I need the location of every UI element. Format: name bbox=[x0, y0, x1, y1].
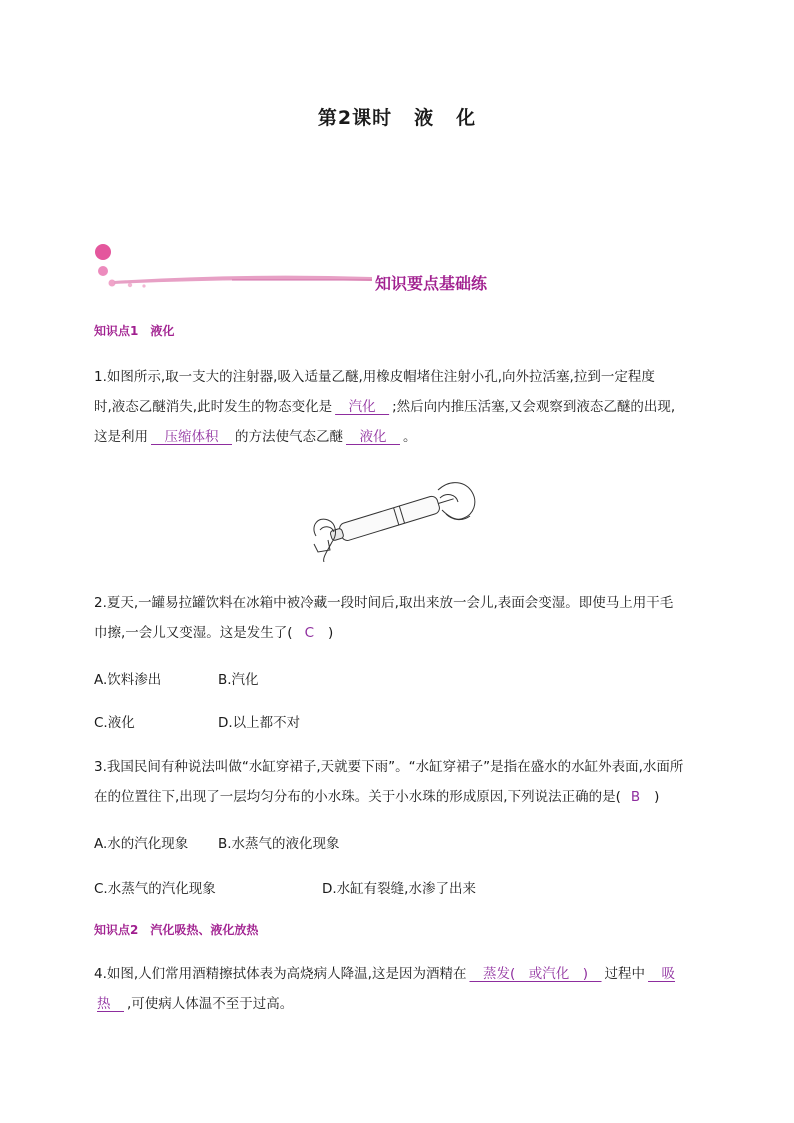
q3-option-a: A.水的汽化现象 bbox=[94, 836, 189, 852]
rubber-cap bbox=[330, 528, 344, 541]
q2-option-b: B.汽化 bbox=[218, 672, 259, 688]
q4-answer-2b: 热 bbox=[97, 996, 124, 1012]
q2-option-c: C.液化 bbox=[94, 715, 135, 731]
q3-line-1: 3.我国民间有种说法叫做“水缸穿裙子,天就要下雨”。“水缸穿裙子”是指在盛水的水缸外表面,水面所 bbox=[94, 759, 684, 775]
banner-dot-large bbox=[95, 244, 111, 260]
q4-line-2: 热 ,可使病人体温不至于过高。 bbox=[94, 989, 704, 1019]
syringe-illustration bbox=[306, 470, 481, 562]
banner-dot-medium bbox=[98, 266, 108, 276]
section-heading: 知识要点基础练 bbox=[375, 274, 488, 293]
right-hand bbox=[438, 483, 475, 520]
q2-option-a: A.饮料渗出 bbox=[94, 672, 162, 688]
q3-answer: B bbox=[630, 789, 641, 805]
q4-line-1: 4.如图,人们常用酒精擦拭体表为高烧病人降温,这是因为酒精在 蒸发( 或汽化 ) 过程中 吸 bbox=[94, 959, 704, 989]
q1-answer-1: 汽化 bbox=[335, 399, 390, 415]
q3-line-2: 在的位置往下,出现了一层均匀分布的小水珠。关于小水珠的形成原因,下列说法正确的是( B ) bbox=[94, 789, 660, 805]
q1-answer-3: 液化 bbox=[346, 429, 400, 445]
banner-dot-tiny bbox=[128, 283, 132, 287]
lesson-number: 第2课时 bbox=[317, 107, 393, 129]
q1-line-2: 时,液态乙醚消失,此时发生的物态变化是 汽化 ;然后向内推压活塞,又会观察到液态乙醚的出现, bbox=[94, 399, 676, 415]
q2-line-1: 2.夏天,一罐易拉罐饮料在冰箱中被冷藏一段时间后,取出来放一会儿,表面会变湿。即使马上用干毛 bbox=[94, 595, 674, 611]
lesson-title bbox=[0, 103, 794, 130]
q3-option-c: C.水蒸气的汽化现象 bbox=[94, 881, 216, 897]
q4-answer-1: 蒸发( 或汽化 ) bbox=[469, 966, 602, 982]
q2-line-2: 巾擦,一会儿又变湿。这是发生了( C ) bbox=[94, 625, 334, 641]
q3-option-d: D.水缸有裂缝,水渗了出来 bbox=[322, 881, 476, 897]
lesson-topic-char-1: 液 bbox=[414, 107, 435, 129]
question-1 bbox=[94, 362, 704, 452]
q4-answer-2a: 吸 bbox=[648, 966, 676, 982]
q3-option-b: B.水蒸气的液化现象 bbox=[218, 836, 340, 852]
q1-answer-2: 压缩体积 bbox=[151, 429, 232, 445]
question-2 bbox=[94, 588, 704, 648]
q1-line-1: 1.如图所示,取一支大的注射器,吸入适量乙醚,用橡皮帽堵住注射小孔,向外拉活塞,拉到一定程度 bbox=[94, 369, 655, 385]
question-3 bbox=[94, 752, 704, 812]
banner-dot-tinier bbox=[142, 284, 145, 287]
lesson-topic-char-2: 化 bbox=[456, 107, 477, 129]
q1-line-3: 这是利用 压缩体积 的方法使气态乙醚 液化 。 bbox=[94, 429, 417, 445]
knowledge-point-2-heading: 知识点2 汽化吸热、液化放热 bbox=[94, 923, 259, 937]
q2-option-d: D.以上都不对 bbox=[218, 715, 301, 731]
question-4 bbox=[94, 959, 704, 1019]
q2-answer: C bbox=[304, 625, 314, 641]
syringe-barrel bbox=[338, 495, 441, 542]
knowledge-point-1-heading: 知识点1 液化 bbox=[94, 324, 175, 338]
left-hand bbox=[314, 519, 336, 562]
